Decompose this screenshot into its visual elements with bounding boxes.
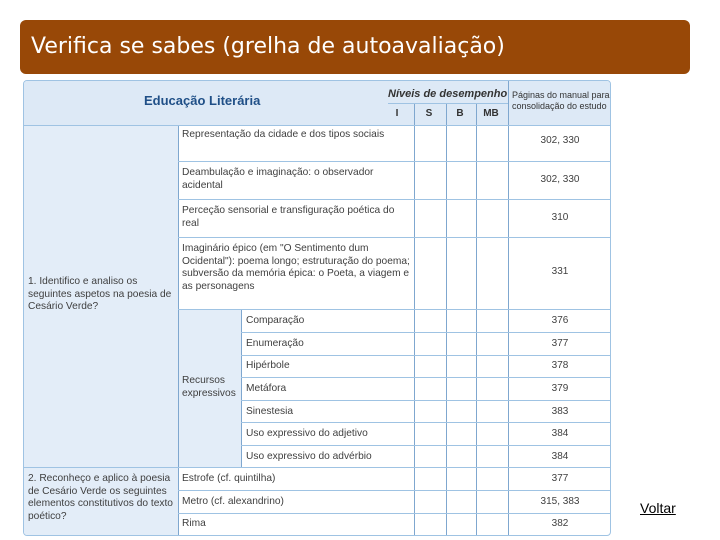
- levels-header: Níveis de desempenho: [388, 88, 508, 100]
- back-link[interactable]: Voltar: [640, 500, 676, 516]
- recurso-pages: 376: [551, 315, 569, 326]
- table-row-item: Perceção sensorial e transfiguração poética do real: [182, 205, 395, 229]
- grid-line: [178, 125, 179, 536]
- grid-line: [241, 400, 611, 401]
- table-row-pages: 315, 383: [540, 496, 580, 507]
- pages-header: Páginas do manual para consolidação do estudo: [512, 90, 610, 111]
- grid-line: [241, 355, 611, 356]
- recurso-item: Comparação: [246, 315, 305, 326]
- self-assessment-table: [23, 80, 611, 536]
- recurso-item: Metáfora: [246, 383, 287, 394]
- recurso-item: Sinestesia: [246, 406, 294, 417]
- grid-line: [178, 513, 611, 514]
- recurso-pages: 379: [551, 383, 569, 394]
- grid-line: [241, 445, 611, 446]
- recurso-pages: 383: [551, 406, 569, 417]
- table-row-item: Estrofe (cf. quintilha): [182, 473, 276, 484]
- table-row-pages: 302, 330: [540, 135, 580, 146]
- grid-line: [178, 161, 611, 162]
- table-row-item: Rima: [182, 518, 206, 529]
- grid-line: [446, 103, 447, 536]
- recurso-pages: 378: [551, 360, 569, 371]
- grid-line: [178, 199, 611, 200]
- table-row-pages: 331: [551, 266, 569, 277]
- grid-line: [24, 125, 611, 126]
- recurso-item: Uso expressivo do adjetivo: [246, 428, 368, 439]
- grid-line: [241, 377, 611, 378]
- table-row-item: Metro (cf. alexandrino): [182, 496, 284, 507]
- section-1-label: 1. Identifico e analiso os seguintes aspetos na poesia de Cesário Verde?: [28, 276, 172, 312]
- grid-line: [241, 332, 611, 333]
- table-title: Educação Literária: [144, 93, 261, 108]
- grid-line: [178, 237, 611, 238]
- level-label-i: I: [395, 108, 399, 119]
- recurso-item: Hipérbole: [246, 360, 290, 371]
- table-row-item: Deambulação e imaginação: o observador acidental: [182, 167, 374, 191]
- recurso-pages: 384: [551, 428, 569, 439]
- slide-title: Verifica se sabes (grelha de autoavaliação): [20, 20, 690, 74]
- grid-line: [241, 422, 611, 423]
- level-label-s: S: [425, 108, 433, 119]
- recurso-pages: 384: [551, 451, 569, 462]
- grid-line: [24, 467, 611, 468]
- table-row-pages: 302, 330: [540, 174, 580, 185]
- table-row-pages: 382: [551, 518, 569, 529]
- recursos-label: Recursos expressivos: [182, 375, 236, 399]
- level-label-mb: MB: [483, 108, 499, 119]
- section-2-label: 2. Reconheço e aplico à poesia de Cesário Verde os seguintes elementos constitutivos do texto poético?: [28, 473, 173, 522]
- table-row-pages: 377: [551, 473, 569, 484]
- recurso-item: Uso expressivo do advérbio: [246, 451, 372, 462]
- table-row-item: Representação da cidade e dos tipos sociais: [182, 129, 385, 140]
- grid-line: [414, 103, 415, 536]
- recurso-pages: 377: [551, 338, 569, 349]
- grid-line: [476, 103, 477, 536]
- table-row-pages: 310: [551, 212, 569, 223]
- table-row-item: Imaginário épico (em "O Sentimento dum Ocidental"): poema longo; estruturação do poema; subversão da memória épica: o Poeta, a viagem e as personagens: [182, 243, 410, 292]
- level-label-b: B: [456, 108, 464, 119]
- grid-line: [178, 490, 611, 491]
- grid-line: [178, 309, 611, 310]
- recurso-item: Enumeração: [246, 338, 304, 349]
- grid-line: [388, 103, 508, 104]
